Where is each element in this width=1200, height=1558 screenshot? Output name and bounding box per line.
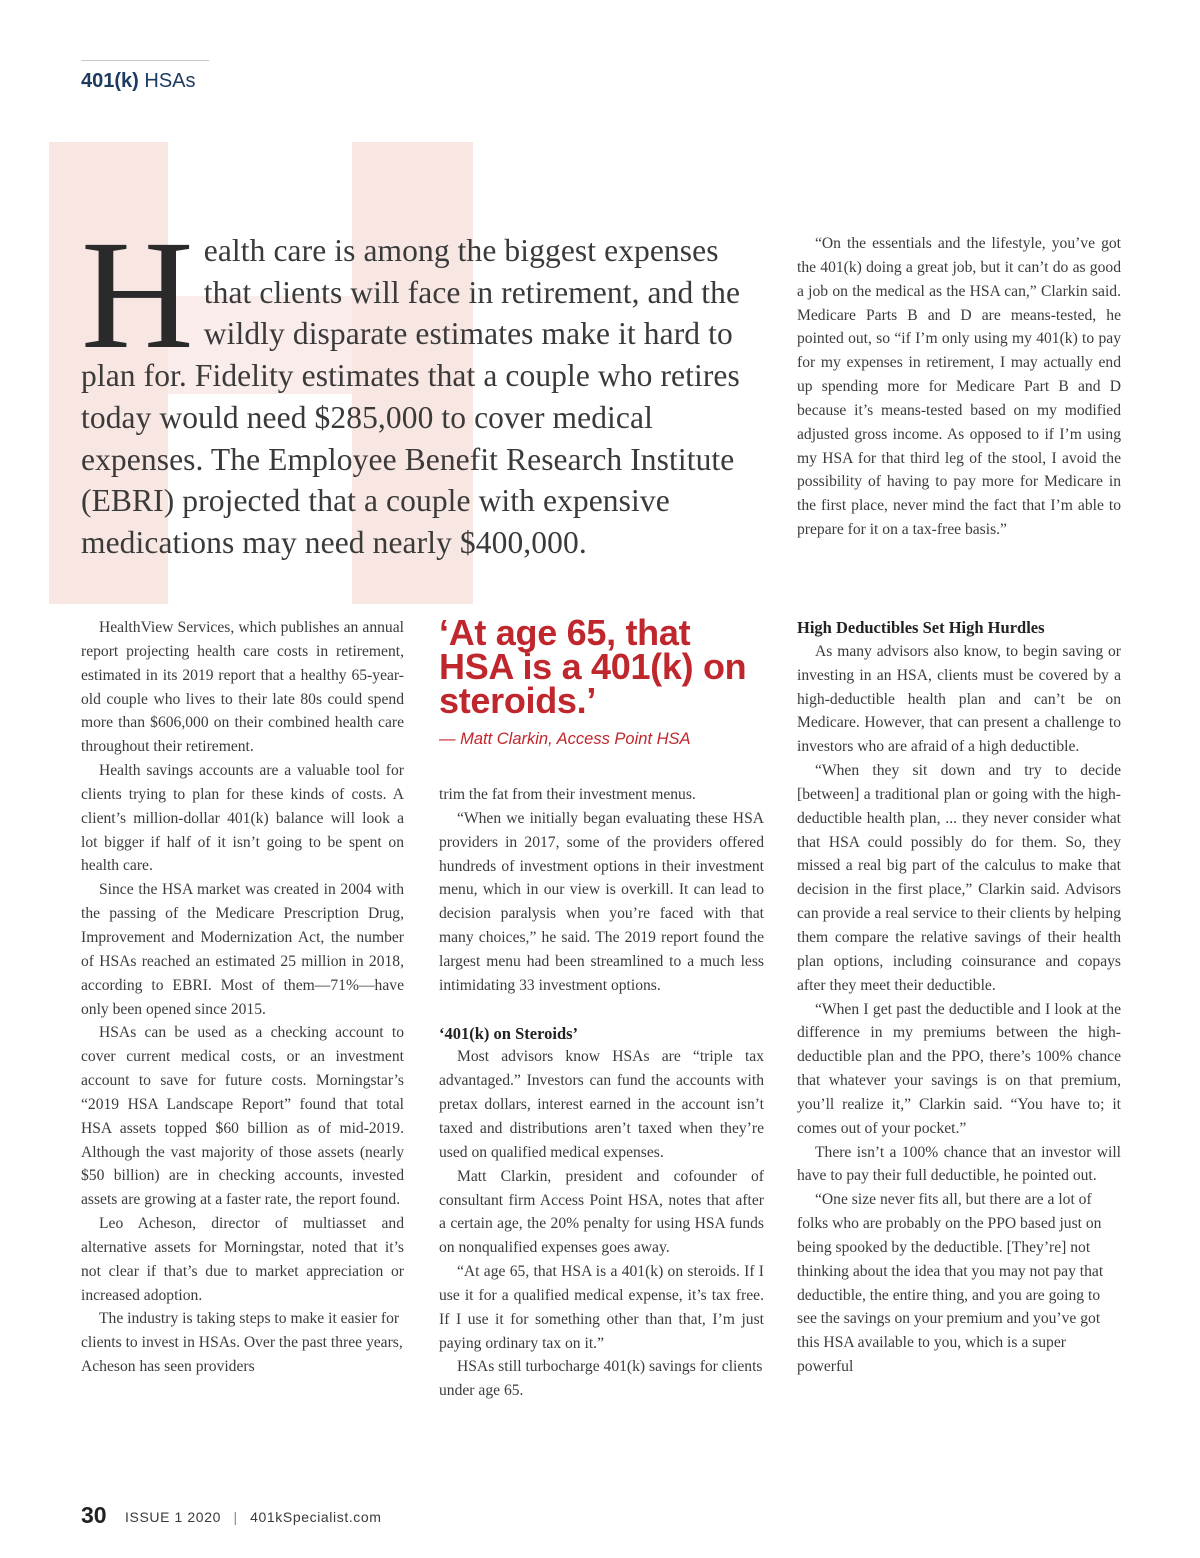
- page-number: 30: [81, 1502, 107, 1528]
- subhead-high-deductibles: High Deductibles Set High Hurdles: [797, 618, 1045, 637]
- lead-text: ealth care is among the biggest expenses that clients will face in retirement, and the wildly disparate estimates make it hard to plan for. Fidelity estimates that a couple who retires today would need $285,000 to cover medical expenses. The Employee Benefit Research Institute (EBRI) projected that a couple with expensive medications may need nearly $400,000.: [81, 233, 741, 560]
- col3-paragraph: “One size never fits all, but there are a lot of folks who are probably on the PPO based just on being spooked by the deductible. [They’re] not thinking about the idea that you may not pay that deductible, the entire thing, and you are going to see the savings on your premium and you’ve got this HSA available to you, which is a super powerful: [797, 1191, 1104, 1376]
- col2-paragraph: trim the fat from their investment menus.: [439, 786, 696, 803]
- col2-paragraph: Most advisors know HSAs are “triple tax advantaged.” Investors can fund the accounts with pretax dollars, interest earned in the account isn’t taxed and distributions aren’t taxed when they’re used on qualified medical expenses.: [439, 1048, 764, 1161]
- footer-separator: |: [233, 1509, 238, 1525]
- section-label: [81, 60, 209, 93]
- column-1: [81, 616, 404, 1379]
- pull-quote: ‘At age 65, that HSA is a 401(k) on steroids.’: [439, 612, 747, 721]
- column-2: [439, 783, 764, 1403]
- col3-paragraph: As many advisors also know, to begin saving or investing in an HSA, clients must be covered by a high-deductible health plan and can’t be on Medicare. However, that can present a challenge to investors who are afraid of a high deductible.: [797, 642, 1121, 756]
- issue-label: ISSUE 1 2020: [125, 1509, 221, 1525]
- col1-paragraph: Leo Acheson, director of multiasset and alternative assets for Morningstar, noted that it’s not clear if that’s due to market appreciation or increased adoption.: [81, 1215, 404, 1304]
- page-footer: [81, 1502, 382, 1529]
- col2-paragraph: “When we initially began evaluating these HSA providers in 2017, some of the providers offered hundreds of investment options in their investment menu, which in our view is overkill. It can lead to decision paralysis when you’re faced with that many choices,” he said. The 2019 report found the largest menu had been streamlined to a much less intimidating 33 investment options.: [439, 809, 764, 994]
- site-link[interactable]: 401kSpecialist.com: [250, 1509, 382, 1525]
- col3-paragraph: There isn’t a 100% chance that an investor will have to pay their full deductible, he pointed out.: [797, 1143, 1121, 1185]
- pull-quote-attribution: — Matt Clarkin, Access Point HSA: [439, 730, 691, 748]
- column-3: [797, 616, 1121, 1379]
- col3-paragraph: “When they sit down and try to decide [between] a traditional plan or going with the high-deductible health plan, ... they never consider what that HSA could possibly do for them. So, they missed a real big part of the calculus to make that decision in the first place,” Clarkin said. Advisors can provide a real service to their clients by helping them compare the relative savings of their health plan options, including coinsurance and copays after they meet their deductible.: [797, 762, 1121, 994]
- col1-paragraph: Since the HSA market was created in 2004 with the passing of the Medicare Prescription Drug, Improvement and Modernization Act, the number of HSAs reached an estimated 25 million in 2018, according to EBRI. Most of them—71%—have only been opened since 2015.: [81, 881, 404, 1018]
- col2-paragraph: HSAs still turbocharge 401(k) savings for clients under age 65.: [439, 1358, 763, 1400]
- drop-cap: H: [81, 208, 194, 381]
- col1-paragraph: HSAs can be used as a checking account to cover current medical costs, or an investment account to save for future costs. Morningstar’s “2019 HSA Landscape Report” found that total HSA assets topped $60 billion as of mid-2019. Although the vast majority of those assets (nearly $50 billion) are in checking accounts, invested assets are growing at a faster rate, the report found.: [81, 1024, 404, 1209]
- lead-paragraph: [81, 208, 763, 564]
- col1-paragraph: HealthView Services, which publishes an annual report projecting health care costs in retirement, estimated in its 2019 report that a healthy 65-year-old couple who lives to their late 80s could spend more than $606,000 on their combined health care throughout their retirement.: [81, 619, 404, 756]
- section-label-bold: 401(k): [81, 70, 139, 92]
- col1-paragraph: Health savings accounts are a valuable tool for clients trying to plan for these kinds of costs. A client’s million-dollar 401(k) balance will look a lot bigger if half of it isn’t going to be spent on health care.: [81, 762, 404, 875]
- section-label-light: HSAs: [144, 70, 196, 92]
- col2-paragraph: “At age 65, that HSA is a 401(k) on steroids. If I use it for a qualified medical expense, it’s tax free. If I use it for something other than that, I’m just paying ordinary tax on it.”: [439, 1263, 764, 1352]
- col1-paragraph: The industry is taking steps to make it easier for clients to invest in HSAs. Over the past three years, Acheson has seen providers: [81, 1310, 403, 1376]
- col3-paragraph: “When I get past the deductible and I look at the difference in my premiums between the high-deductible plan and the PPO, there’s 100% chance that whatever your savings is on that premium, you’ll realize it,” Clarkin said. “You have to; it comes out of your pocket.”: [797, 1000, 1121, 1137]
- col2-paragraph: Matt Clarkin, president and cofounder of consultant firm Access Point HSA, notes that after a certain age, the 20% penalty for using HSA funds on nonqualified expenses goes away.: [439, 1167, 764, 1257]
- col3-top-paragraph: “On the essentials and the lifestyle, you’ve got the 401(k) doing a great job, but it can’t do as good a job on the medical as the HSA can,” Clarkin said. Medicare Parts B and D are means-tested, he pointed out, so “if I’m only using my 401(k) to pay for my expenses in retirement, I may actually end up spending more for Medicare Part B and D because it’s means-tested based on my modified adjusted gross income. As opposed to if I’m using my HSA for that third leg of the stool, I avoid the possibility of having to pay more for Medicare in the first place, never mind the fact that I’m able to prepare for it on a tax-free basis.”: [797, 235, 1121, 539]
- column-3-top: [797, 232, 1121, 542]
- subhead-401k-on-steroids: ‘401(k) on Steroids’: [439, 1023, 579, 1043]
